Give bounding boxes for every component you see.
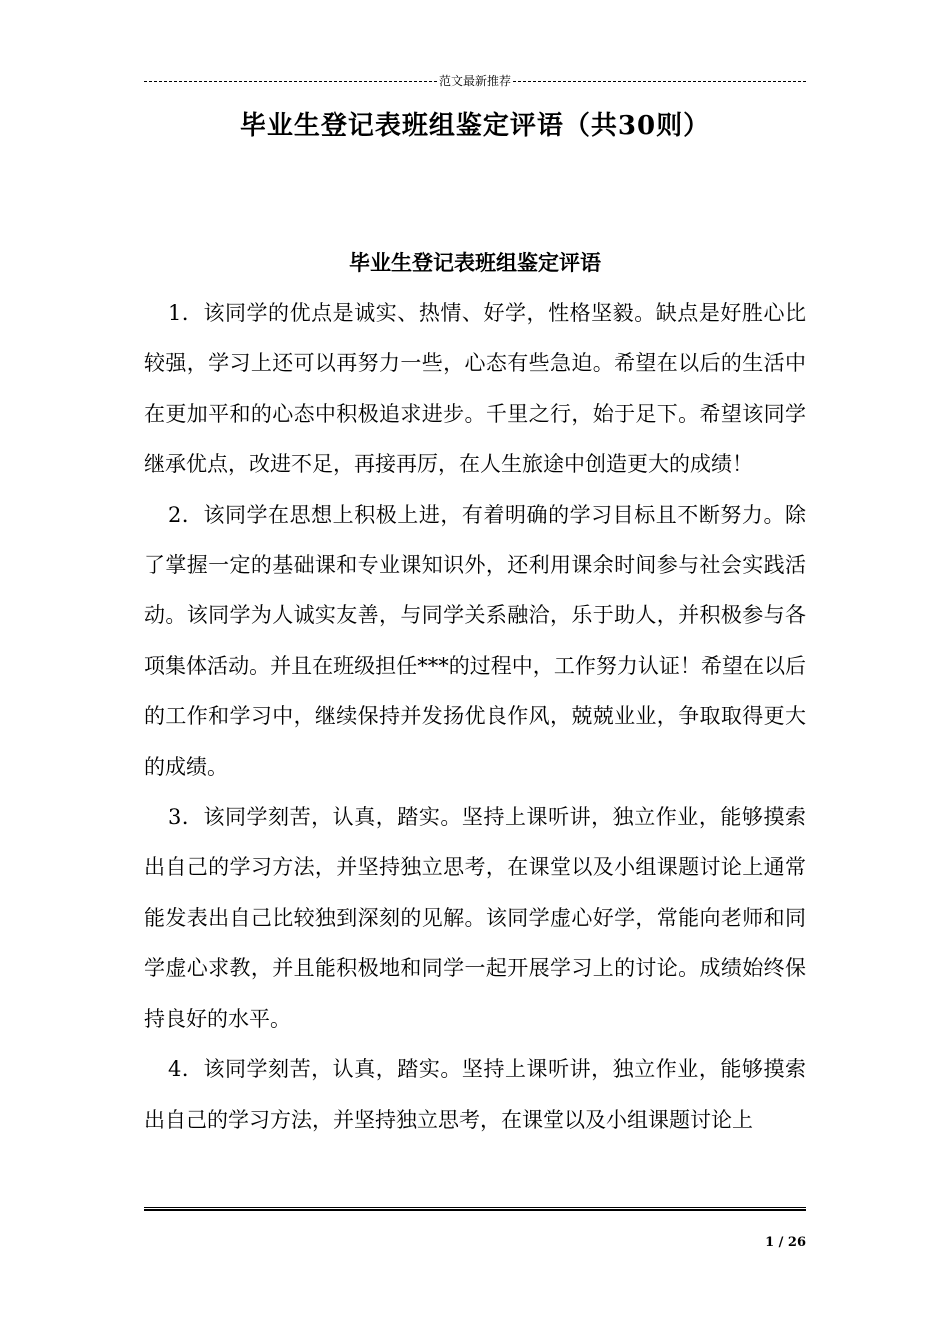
footer-rule xyxy=(144,1207,806,1211)
header-label: 范文最新推荐 xyxy=(439,74,512,88)
section-title: 毕业生登记表班组鉴定评语 xyxy=(349,250,601,275)
footer-rule-thin xyxy=(144,1207,806,1208)
header-dash-left xyxy=(144,81,437,82)
header-dash-right xyxy=(513,81,806,82)
footer-rule-thick xyxy=(144,1209,806,1211)
paragraph: 3．该同学刻苦，认真，踏实。坚持上课听讲，独立作业，能够摸索出自己的学习方法，并坚持独立思考，在课堂以及小组课题讨论上通常能发表出自己比较独到深刻的见解。该同学虚心好学，常能向老师和同学虚心求教，并且能积极地和同学一起开展学习上的讨论。成绩始终保持良好的水平。 xyxy=(144,805,806,1031)
paragraph: 1．该同学的优点是诚实、热情、好学，性格坚毅。缺点是好胜心比较强，学习上还可以再努力一些，心态有些急迫。希望在以后的生活中在更加平和的心态中积极追求进步。千里之行，始于足下。希望该同学继承优点，改进不足，再接再厉，在人生旅途中创造更大的成绩！ xyxy=(144,301,806,477)
paragraph: 4．该同学刻苦，认真，踏实。坚持上课听讲，独立作业，能够摸索出自己的学习方法，并坚持独立思考，在课堂以及小组课题讨论上 xyxy=(144,1057,806,1132)
document-body xyxy=(144,288,806,1145)
page-header xyxy=(144,74,806,88)
document-title: 毕业生登记表班组鉴定评语（共30则） xyxy=(239,111,711,141)
page-number: 1 / 26 xyxy=(765,1235,806,1250)
paragraph: 2．该同学在思想上积极上进，有着明确的学习目标且不断努力。除了掌握一定的基础课和专业课知识外，还利用课余时间参与社会实践活动。该同学为人诚实友善，与同学关系融洽，乐于助人，并积极参与各项集体活动。并且在班级担任***的过程中，工作努力认证！希望在以后的工作和学习中，继续保持并发扬优良作风，兢兢业业，争取取得更大的成绩。 xyxy=(144,502,806,779)
